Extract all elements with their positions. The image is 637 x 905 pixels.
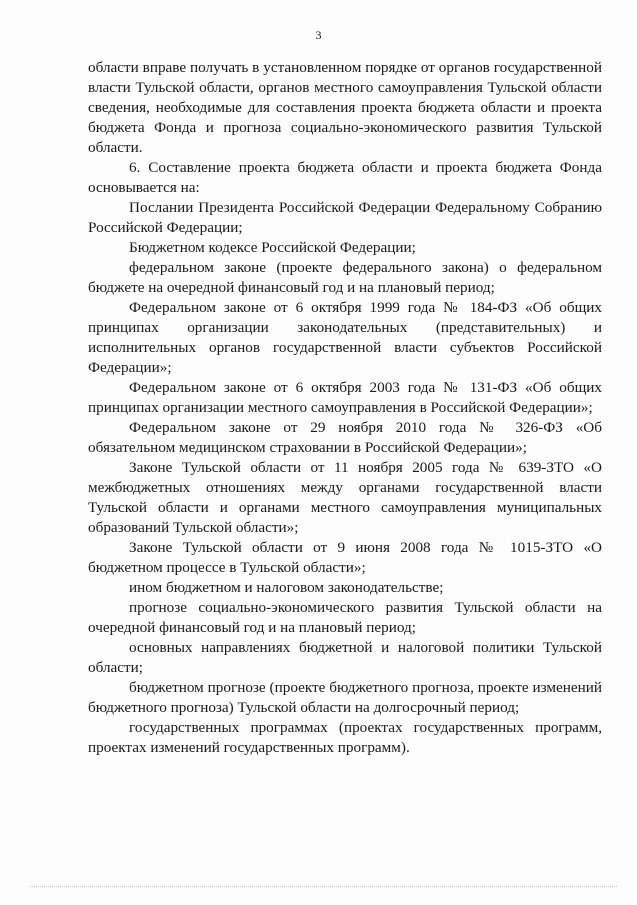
paragraph-law-639zto: Законе Тульской области от 11 ноября 2005 года № 639-ЗТО «О межбюджетных отношениях между органами государственной власти Тульской области и органами местного самоуправления муниципальных образований Тульской области»; — [88, 459, 602, 536]
paragraph-budget-forecast: бюджетном прогнозе (проекте бюджетного прогноза, проекте изменений бюджетного прогноза) Тульской области на долгосрочный период; — [88, 679, 602, 716]
paragraph-law-1015zto: Законе Тульской области от 9 июня 2008 года № 1015-ЗТО «О бюджетном процессе в Тульской области»; — [88, 539, 602, 576]
paragraph-state-programs: государственных программах (проектах государственных программ, проектах изменений государственных программ). — [88, 719, 602, 756]
paragraph-other-legislation: ином бюджетном и налоговом законодательстве; — [129, 579, 444, 596]
paragraph-federal-budget-law: федеральном законе (проекте федерального закона) о федеральном бюджете на очередной финансовый год и на плановый период; — [88, 259, 602, 296]
paragraph-presidential-address: Послании Президента Российской Федерации Федеральному Собранию Российской Федерации; — [88, 199, 602, 236]
scan-bottom-edge — [30, 886, 617, 889]
paragraph-item-6: 6. Составление проекта бюджета области и проекта бюджета Фонда основывается на: — [88, 159, 602, 196]
paragraph-continuation: области вправе получать в установленном порядке от органов государственной власти Тульской области, органов местного самоуправления Тульской области сведения, необходимые для составления проекта бюджета области и проекта бюджета Фонда и прогноза социально-экономического развития Тульской области. — [88, 59, 602, 156]
page-number: 3 — [315, 28, 322, 42]
paragraph-law-326fz: Федеральном законе от 29 ноября 2010 года № 326-ФЗ «Об обязательном медицинском страховании в Российской Федерации»; — [88, 419, 602, 456]
paragraph-policy-directions: основных направлениях бюджетной и налоговой политики Тульской области; — [88, 639, 602, 676]
paragraph-budget-code: Бюджетном кодексе Российской Федерации; — [129, 239, 416, 256]
paragraph-law-184fz: Федеральном законе от 6 октября 1999 года № 184-ФЗ «Об общих принципах организации законодательных (представительных) и исполнительных органов государственной власти субъектов Российской Федерации»; — [88, 299, 602, 376]
paragraph-socioeconomic-forecast: прогнозе социально-экономического развития Тульской области на очередной финансовый год и на плановый период; — [88, 599, 602, 636]
document-body — [88, 58, 602, 758]
paragraph-law-131fz: Федеральном законе от 6 октября 2003 года № 131-ФЗ «Об общих принципах организации местного самоуправления в Российской Федерации»; — [88, 379, 602, 416]
